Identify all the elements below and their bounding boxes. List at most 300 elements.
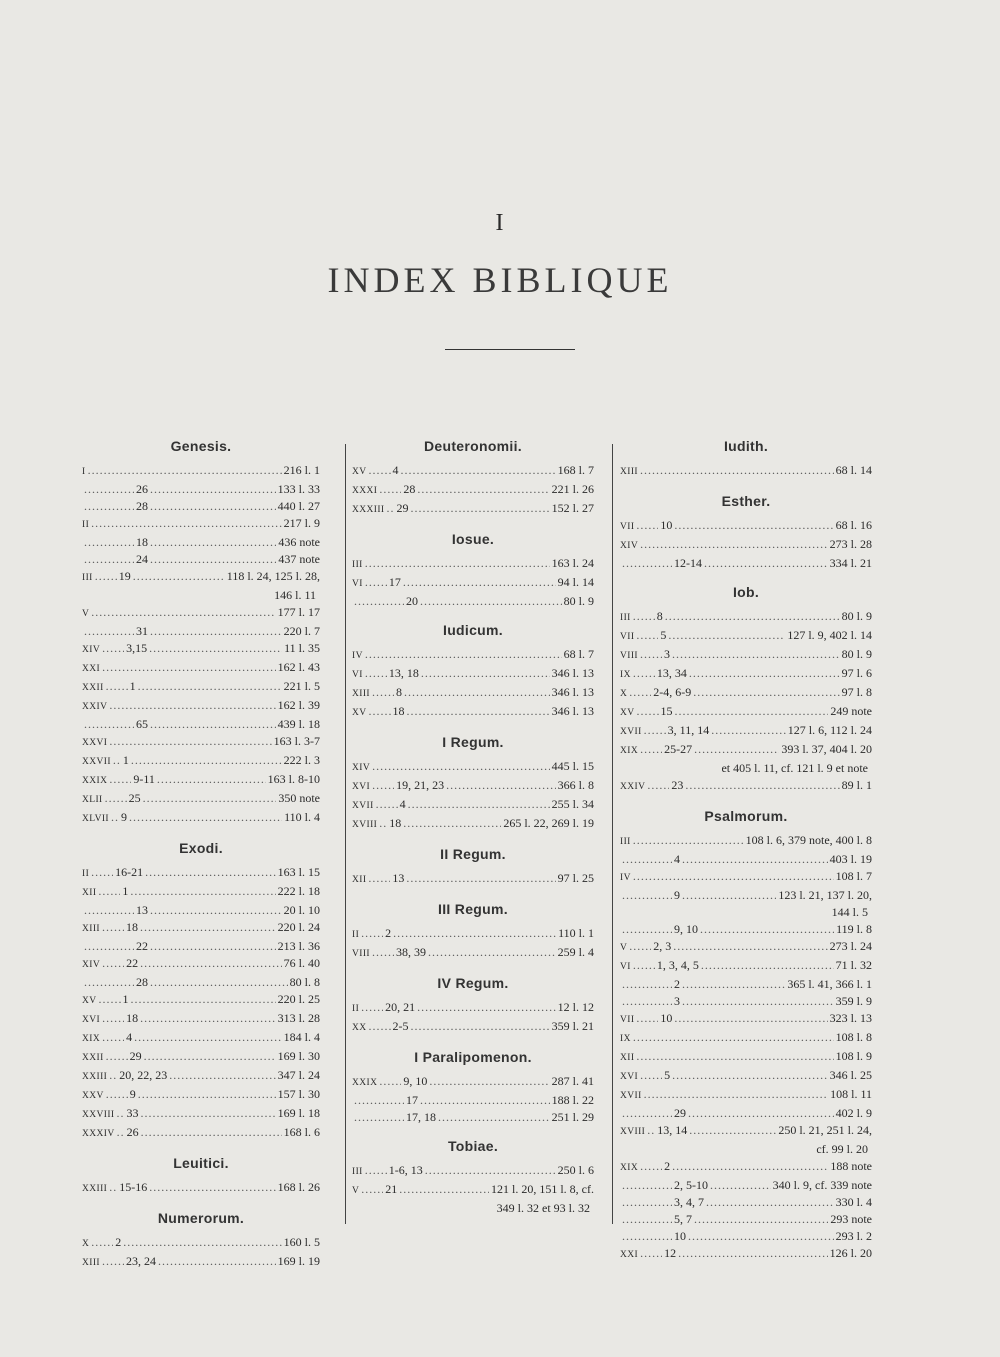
- verse-number: 2, 5-10: [674, 1178, 708, 1192]
- index-entry: [82, 462, 320, 481]
- index-entry: [352, 555, 594, 574]
- index-entry: [620, 1105, 872, 1122]
- page-reference-continued: cf. 99 l. 20: [816, 1142, 868, 1156]
- leader-dots: [622, 555, 672, 572]
- page-reference: 108 l. 8: [835, 1030, 872, 1044]
- chapter-numeral: VI: [352, 579, 363, 589]
- page-reference: 121 l. 20, 151 l. 8, cf.: [491, 1182, 594, 1196]
- leader-dots: [369, 462, 391, 479]
- index-entry: [620, 722, 872, 741]
- index-entry: [620, 887, 872, 904]
- page-reference: 162 l. 39: [277, 698, 320, 712]
- index-entry: [620, 938, 872, 957]
- verse-number: 18: [126, 1011, 139, 1025]
- page-reference: 249 note: [830, 704, 872, 718]
- verse-number: 12: [664, 1246, 677, 1260]
- verse-number: 8: [395, 685, 402, 699]
- leader-dots: [150, 902, 282, 919]
- leader-dots: [706, 1194, 834, 1211]
- page-reference-continued: 144 l. 5: [831, 905, 868, 919]
- page-reference: 359 l. 21: [551, 1019, 594, 1033]
- section-title: Tobiae.: [447, 1138, 499, 1154]
- page-reference: 273 l. 28: [829, 537, 872, 551]
- section-title: Leuitici.: [173, 1155, 229, 1171]
- leader-dots: [111, 809, 119, 826]
- leader-dots: [421, 665, 550, 682]
- index-entry: [82, 1029, 320, 1048]
- chapter-numeral: XIX: [82, 1034, 101, 1044]
- index-section: [620, 808, 872, 1264]
- index-entry: [82, 1067, 320, 1086]
- index-entry: [82, 1048, 320, 1067]
- leader-dots: [354, 1109, 404, 1126]
- page-header: [0, 210, 1000, 350]
- leader-dots: [150, 623, 282, 640]
- leader-dots: [150, 938, 276, 955]
- chapter-numeral: XVII: [620, 727, 642, 737]
- page-reference: 80 l. 9: [841, 609, 872, 623]
- leader-dots: [425, 1162, 556, 1179]
- leader-dots: [84, 938, 134, 955]
- leader-dots: [633, 868, 834, 885]
- page-reference: 118 l. 24, 125 l. 28,: [226, 569, 320, 583]
- index-entry: [82, 1105, 320, 1124]
- section-title: IV Regum.: [437, 975, 509, 991]
- leader-dots: [149, 1179, 275, 1196]
- leader-dots: [354, 1092, 404, 1109]
- page-reference: 251 l. 29: [551, 1110, 594, 1124]
- index-entry: [82, 883, 320, 902]
- chapter-numeral: XXIX: [352, 1078, 378, 1088]
- index-section: [352, 438, 594, 519]
- page-reference: 213 l. 36: [277, 939, 320, 953]
- page-reference-continued: 146 l. 11: [274, 588, 316, 602]
- chapter-numeral: II: [352, 930, 360, 940]
- index-entry: [620, 851, 872, 868]
- page-reference: 80 l. 8: [289, 975, 320, 989]
- section-title: Exodi.: [179, 840, 223, 856]
- index-entry: [82, 955, 320, 974]
- page-reference: 80 l. 9: [563, 594, 594, 608]
- page-reference: 346 l. 13: [551, 685, 594, 699]
- index-entry: [82, 640, 320, 659]
- leader-dots: [688, 1105, 834, 1122]
- verse-number: 18: [136, 535, 148, 549]
- leader-dots: [446, 777, 556, 794]
- verse-number: 2: [664, 1159, 671, 1173]
- chapter-numeral: XXIX: [82, 776, 108, 786]
- verse-number: 2-4, 6-9: [653, 685, 692, 699]
- leader-dots: [131, 752, 282, 769]
- verse-number: 12-14: [674, 556, 702, 570]
- leader-dots: [636, 1048, 833, 1065]
- page-reference: 330 l. 4: [835, 1195, 872, 1209]
- verse-number: 3: [674, 994, 680, 1008]
- page-reference: 89 l. 1: [841, 778, 872, 792]
- section-title: Numerorum.: [157, 1210, 245, 1226]
- chapter-numeral: XXVII: [82, 757, 111, 767]
- page-reference: 222 l. 3: [283, 753, 320, 767]
- chapter-numeral: XVI: [620, 1072, 639, 1082]
- verse-number: 4: [126, 1030, 133, 1044]
- leader-dots: [622, 976, 672, 993]
- chapter-numeral: XXXIII: [352, 505, 385, 515]
- leader-dots: [106, 678, 128, 695]
- leader-dots: [674, 517, 833, 534]
- chapter-numeral: XLVII: [82, 814, 109, 824]
- page-reference: 110 l. 1: [558, 926, 594, 940]
- index-entry: [620, 832, 872, 851]
- leader-dots: [150, 534, 276, 551]
- leader-dots: [365, 555, 550, 572]
- leader-dots: [105, 790, 127, 807]
- index-entry: [82, 1124, 320, 1143]
- section-title: I Paralipomenon.: [414, 1049, 532, 1065]
- index-entry: [352, 574, 594, 593]
- index-entry: [620, 1086, 872, 1105]
- index-entry: [620, 608, 872, 627]
- chapter-numeral: III: [620, 837, 631, 847]
- page-reference: 169 l. 30: [277, 1049, 320, 1063]
- index-entry: [82, 974, 320, 991]
- leader-dots: [636, 627, 658, 644]
- leader-dots: [672, 1067, 828, 1084]
- leader-dots: [150, 974, 288, 991]
- verse-number: 9, 10: [403, 1074, 428, 1088]
- page-reference: 97 l. 6: [841, 666, 872, 680]
- leader-dots: [636, 1010, 658, 1027]
- leader-dots: [169, 1067, 275, 1084]
- index-entry: [620, 1228, 872, 1245]
- verse-number: 1-6, 13: [388, 1163, 423, 1177]
- index-entry: [352, 944, 594, 963]
- chapter-numeral: III: [352, 560, 363, 570]
- leader-dots: [106, 1048, 128, 1065]
- index-entry: [82, 1234, 320, 1253]
- leader-dots: [150, 551, 276, 568]
- verse-number: 28: [136, 975, 148, 989]
- chapter-numeral: III: [352, 1167, 363, 1177]
- chapter-numeral: XVI: [352, 782, 371, 792]
- index-entry: [352, 1092, 594, 1109]
- page-reference: 110 l. 4: [284, 810, 320, 824]
- leader-dots: [117, 1124, 125, 1141]
- leader-dots: [672, 1158, 828, 1175]
- page-reference: 160 l. 5: [283, 1235, 320, 1249]
- chapter-numeral: XII: [352, 875, 367, 885]
- chapter-numeral: XXIV: [620, 782, 646, 792]
- leader-dots: [141, 1124, 282, 1141]
- chapter-numeral: XVI: [82, 1015, 101, 1025]
- index-entry: [620, 536, 872, 555]
- index-entry: [620, 665, 872, 684]
- verse-number: 17, 18: [406, 1110, 436, 1124]
- index-entry: [620, 684, 872, 703]
- leader-dots: [123, 1234, 281, 1251]
- leader-dots: [640, 462, 834, 479]
- page-reference: 188 note: [830, 1159, 872, 1173]
- chapter-numeral: XIII: [352, 689, 370, 699]
- page-reference: 123 l. 21, 137 l. 20,: [778, 888, 872, 902]
- leader-dots: [640, 1158, 662, 1175]
- leader-dots: [150, 716, 276, 733]
- page-reference: 346 l. 25: [829, 1068, 872, 1082]
- index-entry: [620, 1048, 872, 1067]
- index-entry: [352, 1162, 594, 1181]
- page-reference: 440 l. 27: [277, 499, 320, 513]
- page-reference: 94 l. 14: [557, 575, 594, 589]
- verse-number: 19: [118, 569, 131, 583]
- leader-dots: [406, 870, 555, 887]
- index-entry: [352, 796, 594, 815]
- page-reference: 169 l. 18: [277, 1106, 320, 1120]
- leader-dots: [98, 883, 120, 900]
- leader-dots: [102, 640, 124, 657]
- chapter-numeral: XXIII: [82, 1184, 108, 1194]
- page-reference: 265 l. 22, 269 l. 19: [503, 816, 594, 830]
- chapter-numeral: VI: [620, 962, 631, 972]
- verse-number: 29: [674, 1106, 686, 1120]
- verse-number: 15: [660, 704, 673, 718]
- index-entry: [620, 1029, 872, 1048]
- leader-dots: [361, 925, 383, 942]
- leader-dots: [84, 498, 134, 515]
- leader-dots: [88, 462, 282, 479]
- index-entry: [82, 790, 320, 809]
- verse-number: 9: [129, 1087, 136, 1101]
- verse-number: 1: [129, 679, 136, 693]
- leader-dots: [622, 1105, 672, 1122]
- leader-dots: [647, 1122, 655, 1139]
- page-reference: 365 l. 41, 366 l. 1: [787, 977, 872, 991]
- leader-dots: [130, 883, 275, 900]
- section-title: III Regum.: [438, 901, 508, 917]
- index-entry: [352, 815, 594, 834]
- index-entry: [352, 1109, 594, 1126]
- chapter-numeral: VI: [352, 670, 363, 680]
- verse-number: 13: [136, 903, 148, 917]
- index-section: [352, 531, 594, 610]
- index-entry: [620, 703, 872, 722]
- index-section: [82, 840, 320, 1143]
- index-entry: [620, 1177, 872, 1194]
- leader-dots: [622, 993, 672, 1010]
- page-reference-continued: 349 l. 32 et 93 l. 32: [496, 1201, 590, 1215]
- page-reference: 350 note: [278, 791, 320, 805]
- section-title: I Regum.: [442, 734, 504, 750]
- page-reference: 287 l. 41: [551, 1074, 594, 1088]
- index-entry: [82, 864, 320, 883]
- leader-dots: [665, 608, 840, 625]
- page-reference: 293 note: [830, 1212, 872, 1226]
- leader-dots: [140, 1105, 275, 1122]
- leader-dots: [672, 646, 840, 663]
- leader-dots: [143, 790, 277, 807]
- index-entry: [620, 1211, 872, 1228]
- chapter-numeral: XXII: [82, 683, 104, 693]
- verse-number: 29: [129, 1049, 142, 1063]
- verse-number: 9-11: [133, 772, 155, 786]
- verse-number: 20, 22, 23: [119, 1068, 168, 1082]
- verse-number: 13: [392, 871, 405, 885]
- verse-number: 22: [136, 939, 148, 953]
- index-entry: [620, 741, 872, 760]
- leader-dots: [689, 1122, 776, 1139]
- leader-dots: [411, 1018, 550, 1035]
- page-reference: 255 l. 34: [551, 797, 594, 811]
- chapter-numeral: XVII: [620, 1091, 642, 1101]
- chapter-numeral: XVIII: [352, 820, 378, 830]
- index-entry: [352, 1181, 594, 1200]
- leader-dots: [688, 1228, 834, 1245]
- section-title: Iob.: [732, 584, 760, 600]
- leader-dots: [704, 555, 828, 572]
- page-reference: 184 l. 4: [283, 1030, 320, 1044]
- leader-dots: [407, 703, 550, 720]
- page-reference: 157 l. 30: [277, 1087, 320, 1101]
- page-reference: 168 l. 7: [557, 463, 594, 477]
- page-reference: 436 note: [278, 535, 320, 549]
- chapter-numeral: II: [82, 520, 90, 530]
- verse-number: 5, 7: [674, 1212, 692, 1226]
- chapter-numeral: IX: [620, 1034, 631, 1044]
- leader-dots: [372, 944, 394, 961]
- index-entry: [620, 777, 872, 796]
- leader-dots: [368, 870, 390, 887]
- verse-number: 65: [136, 717, 148, 731]
- section-title: Iudith.: [723, 438, 769, 454]
- index-entry: [352, 646, 594, 665]
- index-entry: [352, 758, 594, 777]
- page-reference: 108 l. 9: [835, 1049, 872, 1063]
- page-reference: 108 l. 11: [830, 1087, 872, 1101]
- page-reference-continued: et 405 l. 11, cf. 121 l. 9 et note: [721, 761, 868, 775]
- index-entry: [620, 993, 872, 1010]
- page-reference: 250 l. 21, 251 l. 24,: [778, 1123, 872, 1137]
- leader-dots: [134, 1029, 282, 1046]
- index-entry: [620, 976, 872, 993]
- index-section: [352, 975, 594, 1037]
- leader-dots: [682, 851, 828, 868]
- leader-dots: [682, 976, 785, 993]
- index-entry: [352, 1073, 594, 1092]
- chapter-numeral: II: [352, 1004, 360, 1014]
- leader-dots: [372, 777, 394, 794]
- verse-number: 3, 11, 14: [667, 723, 710, 737]
- index-entry: [620, 1067, 872, 1086]
- leader-dots: [636, 517, 658, 534]
- index-entry: [620, 627, 872, 646]
- leader-dots: [379, 1073, 401, 1090]
- section-number: I: [495, 210, 505, 236]
- index-entry: [82, 515, 320, 534]
- leader-dots: [647, 777, 669, 794]
- leader-dots: [369, 703, 391, 720]
- index-entry: [620, 1122, 872, 1141]
- verse-number: 28: [403, 482, 416, 496]
- leader-dots: [138, 678, 282, 695]
- leader-dots: [369, 1018, 391, 1035]
- page-reference: 71 l. 32: [835, 958, 872, 972]
- chapter-numeral: XXI: [82, 664, 101, 674]
- page-reference: 347 l. 24: [277, 1068, 320, 1082]
- page-reference: 221 l. 26: [551, 482, 594, 496]
- leader-dots: [682, 993, 834, 1010]
- page-reference: 20 l. 10: [283, 903, 320, 917]
- verse-number: 10: [660, 518, 673, 532]
- chapter-numeral: XV: [352, 467, 367, 477]
- leader-dots: [682, 887, 776, 904]
- verse-number: 13, 14: [657, 1123, 688, 1137]
- leader-dots: [102, 955, 124, 972]
- chapter-numeral: IV: [620, 873, 631, 883]
- verse-number: 5: [660, 628, 667, 642]
- verse-number: 21: [385, 1182, 398, 1196]
- chapter-numeral: XIV: [82, 960, 101, 970]
- leader-dots: [401, 462, 556, 479]
- leader-dots: [365, 574, 387, 591]
- page-reference: 169 l. 19: [277, 1254, 320, 1268]
- index-entry: [82, 659, 320, 678]
- chapter-numeral: X: [82, 1239, 90, 1249]
- index-entry: [82, 733, 320, 752]
- leader-dots: [84, 551, 134, 568]
- page-reference: 162 l. 43: [277, 660, 320, 674]
- leader-dots: [428, 944, 556, 961]
- verse-number: 26: [126, 1125, 139, 1139]
- verse-number: 4: [674, 852, 680, 866]
- page-reference: 220 l. 25: [277, 992, 320, 1006]
- page-reference: 340 l. 9, cf. 339 note: [772, 1178, 872, 1192]
- leader-dots: [404, 684, 550, 701]
- verse-number: 20, 21: [385, 1000, 416, 1014]
- leader-dots: [689, 665, 840, 682]
- page-reference: 97 l. 8: [841, 685, 872, 699]
- leader-dots: [84, 974, 134, 991]
- leader-dots: [622, 1194, 672, 1211]
- index-entry: [620, 555, 872, 572]
- index-section: [82, 1155, 320, 1198]
- page-title: INDEX BIBLIQUE: [327, 260, 673, 300]
- leader-dots: [102, 659, 276, 676]
- page-reference: 293 l. 2: [835, 1229, 872, 1243]
- leader-dots: [95, 568, 117, 585]
- chapter-numeral: XIII: [82, 924, 100, 934]
- chapter-numeral: XX: [352, 1023, 367, 1033]
- leader-dots: [144, 1048, 276, 1065]
- leader-dots: [376, 796, 398, 813]
- verse-number: 18: [392, 704, 405, 718]
- page-reference: 437 note: [278, 552, 320, 566]
- leader-dots: [644, 722, 666, 739]
- index-column-3: [620, 438, 872, 1264]
- leader-dots: [420, 1092, 550, 1109]
- index-entry: [352, 481, 594, 500]
- index-entry: [352, 1018, 594, 1037]
- index-entry: [352, 593, 594, 610]
- leader-dots: [129, 809, 282, 826]
- index-section: [82, 1210, 320, 1272]
- leader-dots: [113, 752, 121, 769]
- leader-dots: [673, 938, 827, 955]
- chapter-numeral: XXVIII: [82, 1110, 115, 1120]
- leader-dots: [622, 1177, 672, 1194]
- leader-dots: [633, 1029, 834, 1046]
- verse-number: 22: [126, 956, 139, 970]
- page-reference: 163 l. 3-7: [273, 734, 320, 748]
- verse-number: 31: [136, 624, 148, 638]
- page-reference: 68 l. 16: [835, 518, 872, 532]
